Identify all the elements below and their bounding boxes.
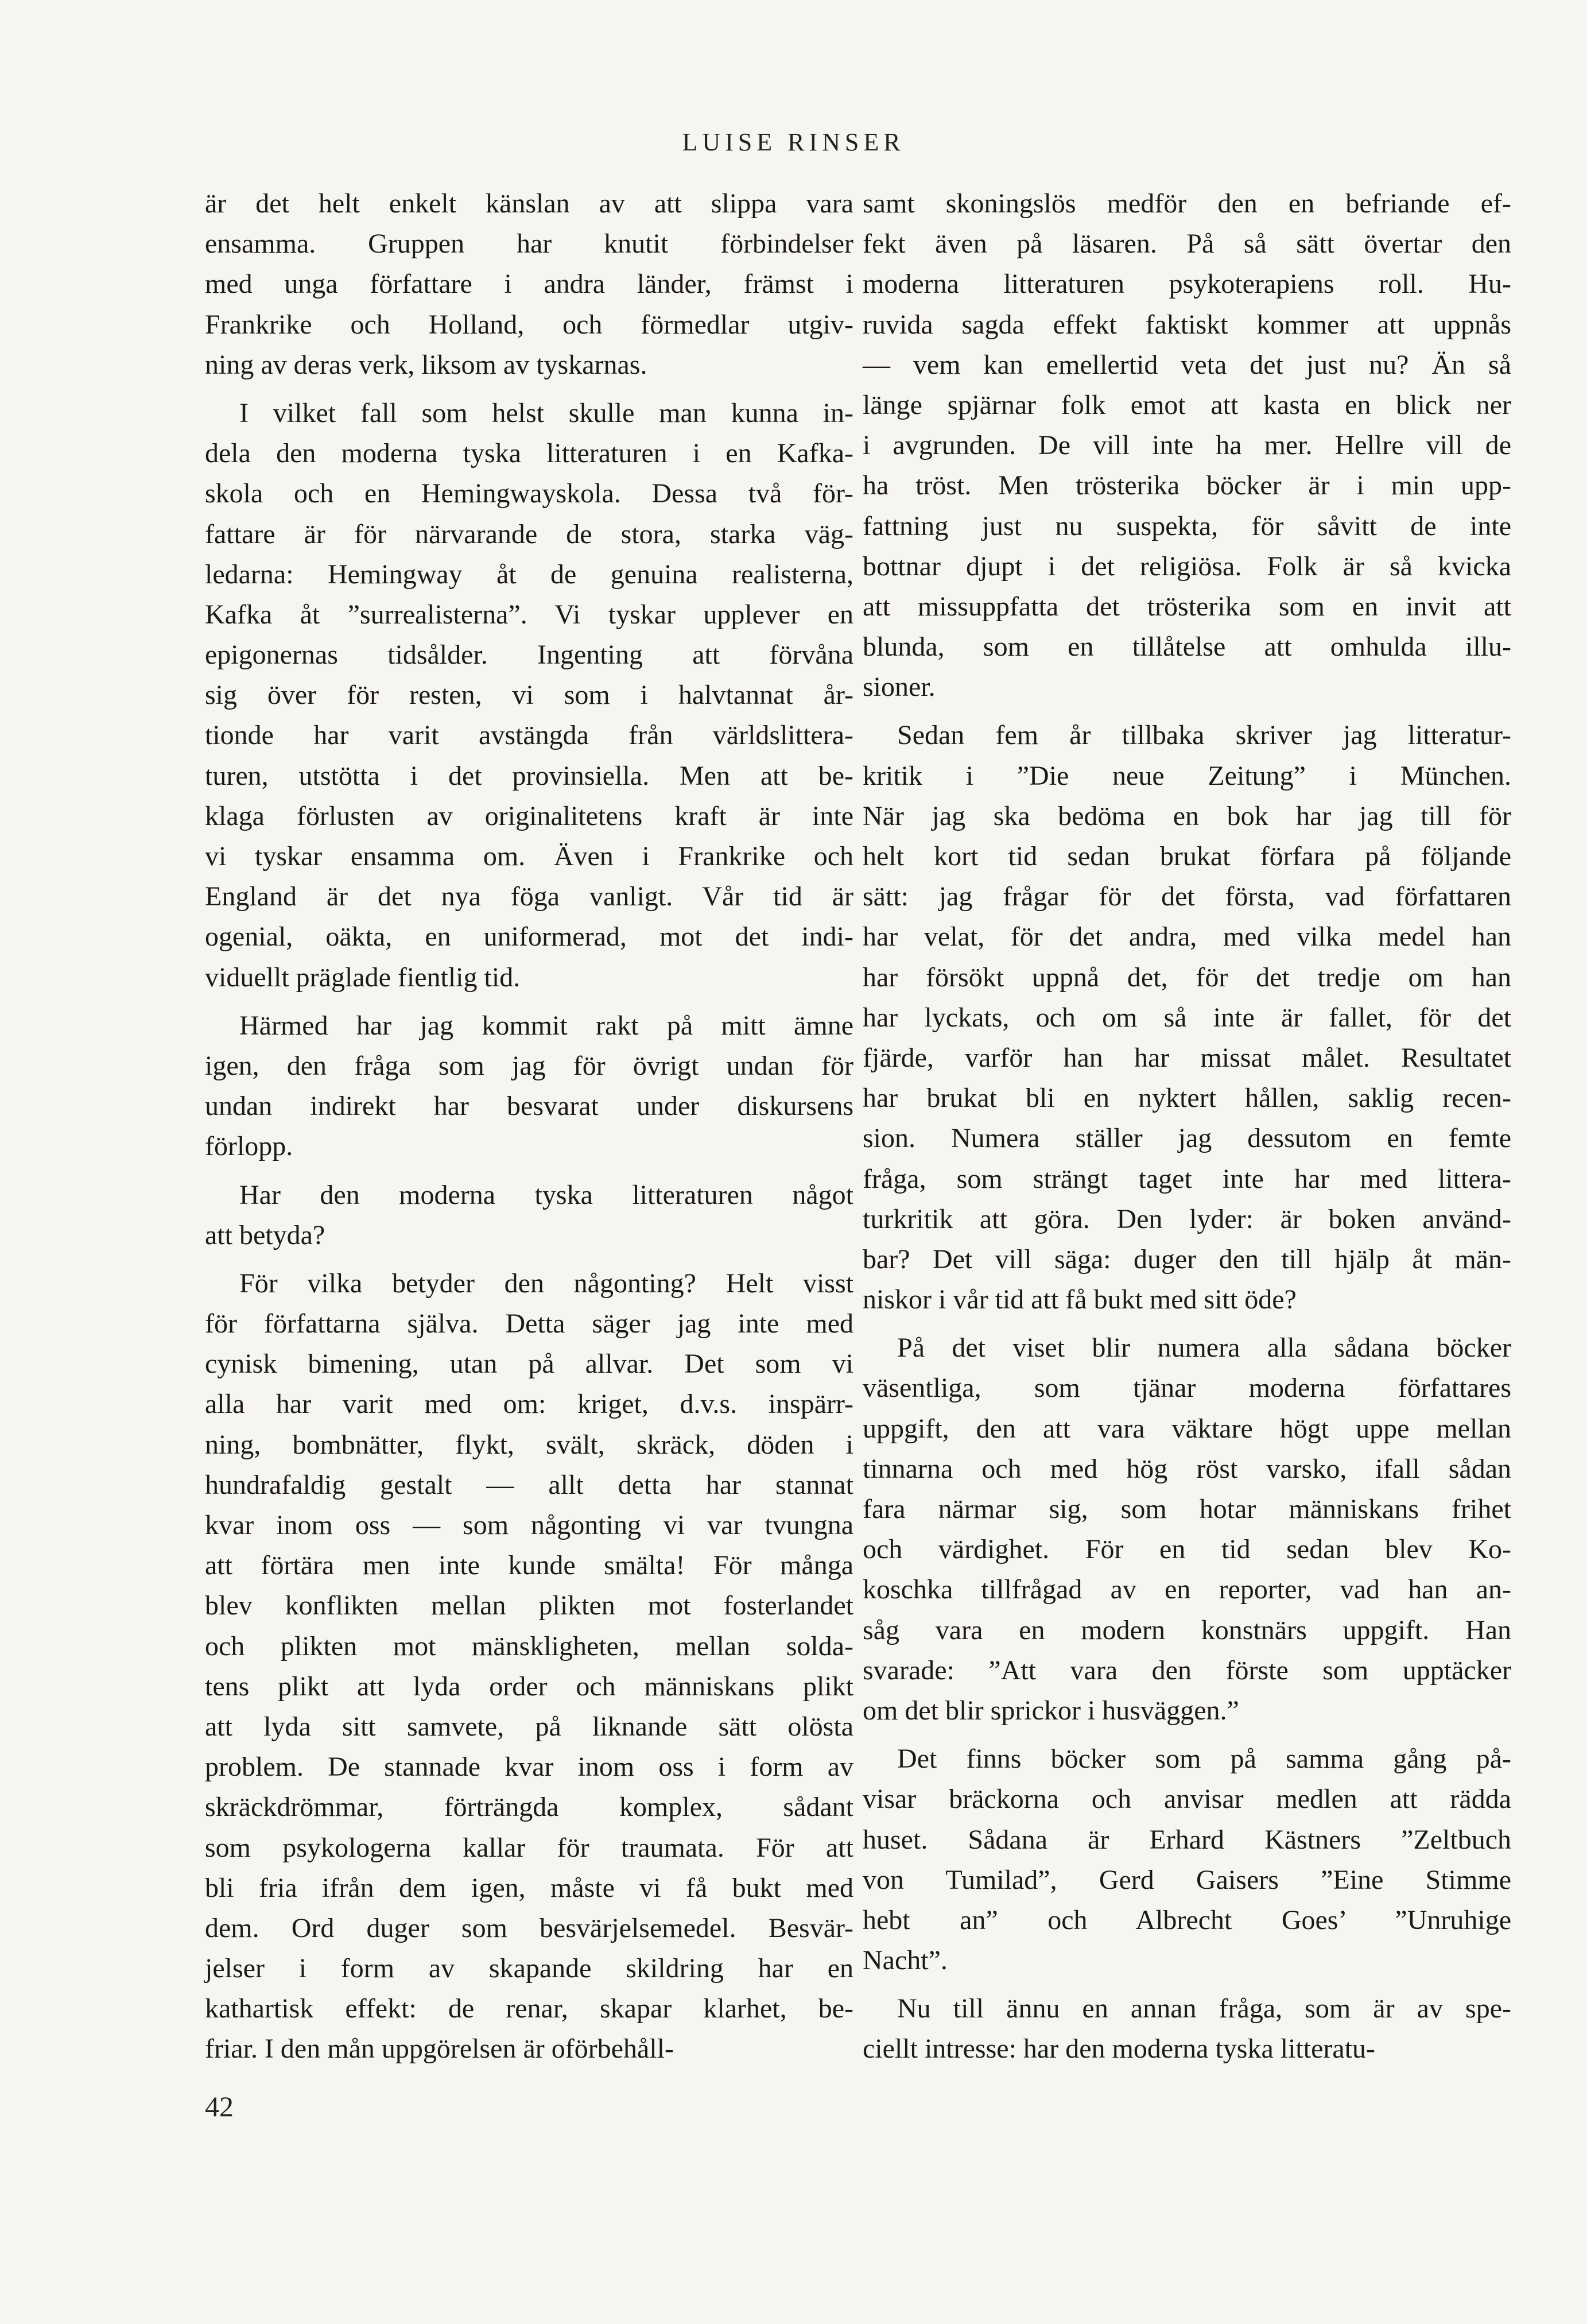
text-line: fara närmar sig, som hotar människans frihet [863, 1494, 1511, 1524]
paragraph-gap [863, 707, 1511, 715]
text-line: cynisk bimening, utan på allvar. Det som vi [205, 1349, 853, 1380]
text-line: att betyda? [205, 1219, 325, 1250]
text-line: ning av deras verk, liksom av tyskarnas. [205, 349, 647, 380]
text-line: turen, utstötta i det provinsiella. Men att be- [205, 760, 853, 791]
text-line: har försökt uppnå det, för det tredje om han [863, 962, 1511, 993]
page-number: 42 [205, 2090, 234, 2122]
text-line: ruvida sagda effekt faktiskt kommer att uppnås [863, 309, 1511, 340]
paragraph-gap [863, 1731, 1511, 1739]
text-line: blunda, som en tillåtelse att omhulda illu- [863, 632, 1511, 663]
text-line: och plikten mot mänskligheten, mellan solda- [205, 1630, 853, 1661]
paragraph [863, 715, 1511, 1320]
text-line: Kafka åt ”surrealisterna”. Vi tyskar upplever en [205, 599, 853, 630]
text-line: von Tumilad”, Gerd Gaisers ”Eine Stimme [863, 1864, 1511, 1895]
text-line: om det blir sprickor i husväggen.” [863, 1695, 1239, 1726]
running-head: LUISE RINSER [682, 128, 905, 156]
text-line: När jag ska bedöma en bok har jag till för [863, 800, 1511, 831]
text-line: blev konflikten mellan plikten mot fosterlandet [205, 1590, 853, 1621]
text-line: viduellt präglade fientlig tid. [205, 962, 521, 993]
text-line: ciellt intresse: har den moderna tyska litteratu- [863, 2034, 1376, 2065]
text-line: ledarna: Hemingway åt de genuina realisterna, [205, 559, 853, 590]
text-line: ensamma. Gruppen har knutit förbindelser [205, 228, 853, 259]
text-line: tinnarna och med hög röst varsko, ifall sådan [863, 1453, 1511, 1484]
text-line: hebt an” och Albrecht Goes’ ”Unruhige [863, 1904, 1511, 1935]
text-line: för författarna själva. Detta säger jag inte med [205, 1308, 853, 1339]
text-line: fjärde, varför han har missat målet. Resultatet [863, 1042, 1511, 1073]
text-line: sätt: jag frågar för det första, vad författaren [863, 881, 1511, 912]
text-line: fråga, som strängt taget inte har med littera- [863, 1163, 1511, 1194]
text-line: koschka tillfrågad av en reporter, vad han an- [863, 1574, 1511, 1605]
paragraph-gap [205, 1256, 853, 1264]
text-line: med unga författare i andra länder, främst i [205, 269, 853, 300]
text-line: dem. Ord duger som besvärjelsemedel. Besvär- [205, 1912, 853, 1943]
text-line: sioner. [863, 672, 936, 703]
text-line: klaga förlusten av originalitetens kraft är inte [205, 800, 853, 831]
text-line: i avgrunden. De vill inte ha mer. Hellre vill de [863, 430, 1511, 461]
text-line: som psykologerna kallar för traumata. För att [205, 1832, 853, 1863]
text-line: kritik i ”Die neue Zeitung” i München. [863, 760, 1511, 791]
paragraph [863, 1328, 1511, 1731]
text-line: Nu till ännu en annan fråga, som är av spe- [897, 1993, 1511, 2024]
text-line: dela den moderna tyska litteraturen i en Kafka- [205, 438, 853, 469]
text-line: har lyckats, och om så inte är fallet, för det [863, 1002, 1511, 1033]
text-line: huset. Sådana är Erhard Kästners ”Zeltbuch [863, 1824, 1511, 1855]
text-line: epigonernas tidsålder. Ingenting att förvåna [205, 640, 853, 671]
text-line: att lyda sitt samvete, på liknande sätt olösta [205, 1711, 853, 1742]
paragraph [205, 393, 853, 998]
text-line: att missuppfatta det trösterika som en invit att [863, 591, 1511, 622]
text-line: att förtära men inte kunde smälta! För många [205, 1550, 853, 1581]
text-line: jelser i form av skapande skildring har en [205, 1953, 853, 1984]
text-line: har brukat bli en nyktert hållen, saklig recen- [863, 1083, 1511, 1114]
text-line: fattning just nu suspekta, för såvitt de inte [863, 510, 1511, 541]
paragraph-gap [205, 998, 853, 1006]
text-line: hundrafaldig gestalt — allt detta har stannat [205, 1469, 853, 1500]
paragraph [205, 1006, 853, 1167]
text-line: För vilka betyder den någonting? Helt visst [239, 1268, 853, 1299]
text-line: niskor i vår tid att få bukt med sitt öde? [863, 1284, 1297, 1315]
text-line: skräckdrömmar, förträngda komplex, sådant [205, 1792, 853, 1823]
text-line: sig över för resten, vi som i halvtannat år- [205, 680, 853, 711]
paragraph-gap [863, 1320, 1511, 1328]
paragraph [205, 1175, 853, 1256]
text-line: ha tröst. Men trösterika böcker är i min upp- [863, 470, 1511, 501]
text-line: svarade: ”Att vara den förste som upptäcker [863, 1655, 1511, 1686]
text-line: vi tyskar ensamma om. Även i Frankrike och [205, 841, 853, 872]
text-line: bli fria ifrån dem igen, måste vi få bukt med [205, 1872, 853, 1903]
text-line: ning, bombnätter, flykt, svält, skräck, döden i [205, 1429, 853, 1460]
text-line: moderna litteraturen psykoterapiens roll. Hu- [863, 269, 1511, 300]
text-line: Har den moderna tyska litteraturen något [239, 1179, 853, 1210]
text-line: kathartisk effekt: de renar, skapar klarhet, be- [205, 1993, 853, 2024]
paragraph-gap [863, 1981, 1511, 1989]
text-line: — vem kan emellertid veta det just nu? Än så [863, 349, 1511, 380]
paragraph [205, 1264, 853, 2070]
text-line: tens plikt att lyda order och människans plikt [205, 1671, 853, 1702]
text-line: länge spjärnar folk emot att kasta en blick ner [863, 389, 1511, 420]
text-line: På det viset blir numera alla sådana böcker [897, 1333, 1511, 1364]
text-line: friar. I den mån uppgörelsen är oförbehåll- [205, 2034, 674, 2065]
paragraph [205, 184, 853, 385]
text-line: förlopp. [205, 1131, 293, 1162]
text-column-right [863, 184, 1511, 2070]
text-line: bar? Det vill säga: duger den till hjälp åt män- [863, 1244, 1511, 1275]
text-line: samt skoningslös medför den en befriande ef- [863, 188, 1511, 219]
text-line: är det helt enkelt känslan av att slippa vara [205, 188, 853, 219]
paragraph [863, 184, 1511, 707]
text-line: Sedan fem år tillbaka skriver jag litteratur- [897, 720, 1511, 751]
text-line: igen, den fråga som jag för övrigt undan för [205, 1050, 853, 1081]
text-line: alla har varit med om: kriget, d.v.s. inspärr- [205, 1389, 853, 1420]
text-column-left [205, 184, 853, 2070]
text-line: såg vara en modern konstnärs uppgift. Han [863, 1614, 1511, 1645]
text-line: Nacht”. [863, 1945, 948, 1976]
text-line: skola och en Hemingwayskola. Dessa två för- [205, 478, 853, 509]
text-line: problem. De stannade kvar inom oss i form av [205, 1752, 853, 1783]
paragraph-gap [205, 1167, 853, 1175]
text-line: Härmed har jag kommit rakt på mitt ämne [239, 1010, 853, 1041]
text-line: Frankrike och Holland, och förmedlar utgiv- [205, 309, 853, 340]
text-line: England är det nya föga vanligt. Vår tid är [205, 881, 853, 912]
text-line: helt kort tid sedan brukat förfara på följande [863, 841, 1511, 872]
text-line: kvar inom oss — som någonting vi var tvungna [205, 1510, 853, 1540]
text-line: undan indirekt har besvarat under diskursens [205, 1091, 853, 1122]
text-line: tionde har varit avstängda från världslittera- [205, 720, 853, 751]
text-line: sion. Numera ställer jag dessutom en femte [863, 1123, 1511, 1154]
text-line: fekt även på läsaren. På så sätt övertar den [863, 228, 1511, 259]
text-line: turkritik att göra. Den lyder: är boken använd- [863, 1203, 1511, 1234]
text-line: bottnar djupt i det religiösa. Folk är så kvicka [863, 551, 1511, 582]
text-line: har velat, för det andra, med vilka medel han [863, 921, 1511, 952]
paragraph [863, 1739, 1511, 1981]
text-line: ogenial, oäkta, en uniformerad, mot det indi- [205, 921, 853, 952]
text-line: visar bräckorna och anvisar medlen att rädda [863, 1784, 1511, 1815]
text-line: uppgift, den att vara väktare högt uppe mellan [863, 1413, 1511, 1444]
text-line: och värdighet. För en tid sedan blev Ko- [863, 1534, 1511, 1565]
paragraph-gap [205, 385, 853, 393]
text-line: väsentliga, som tjänar moderna författares [863, 1373, 1511, 1404]
text-line: I vilket fall som helst skulle man kunna in- [239, 397, 853, 428]
text-line: fattare är för närvarande de stora, starka väg- [205, 518, 853, 549]
paragraph [863, 1989, 1511, 2069]
text-line: Det finns böcker som på samma gång på- [897, 1744, 1511, 1775]
